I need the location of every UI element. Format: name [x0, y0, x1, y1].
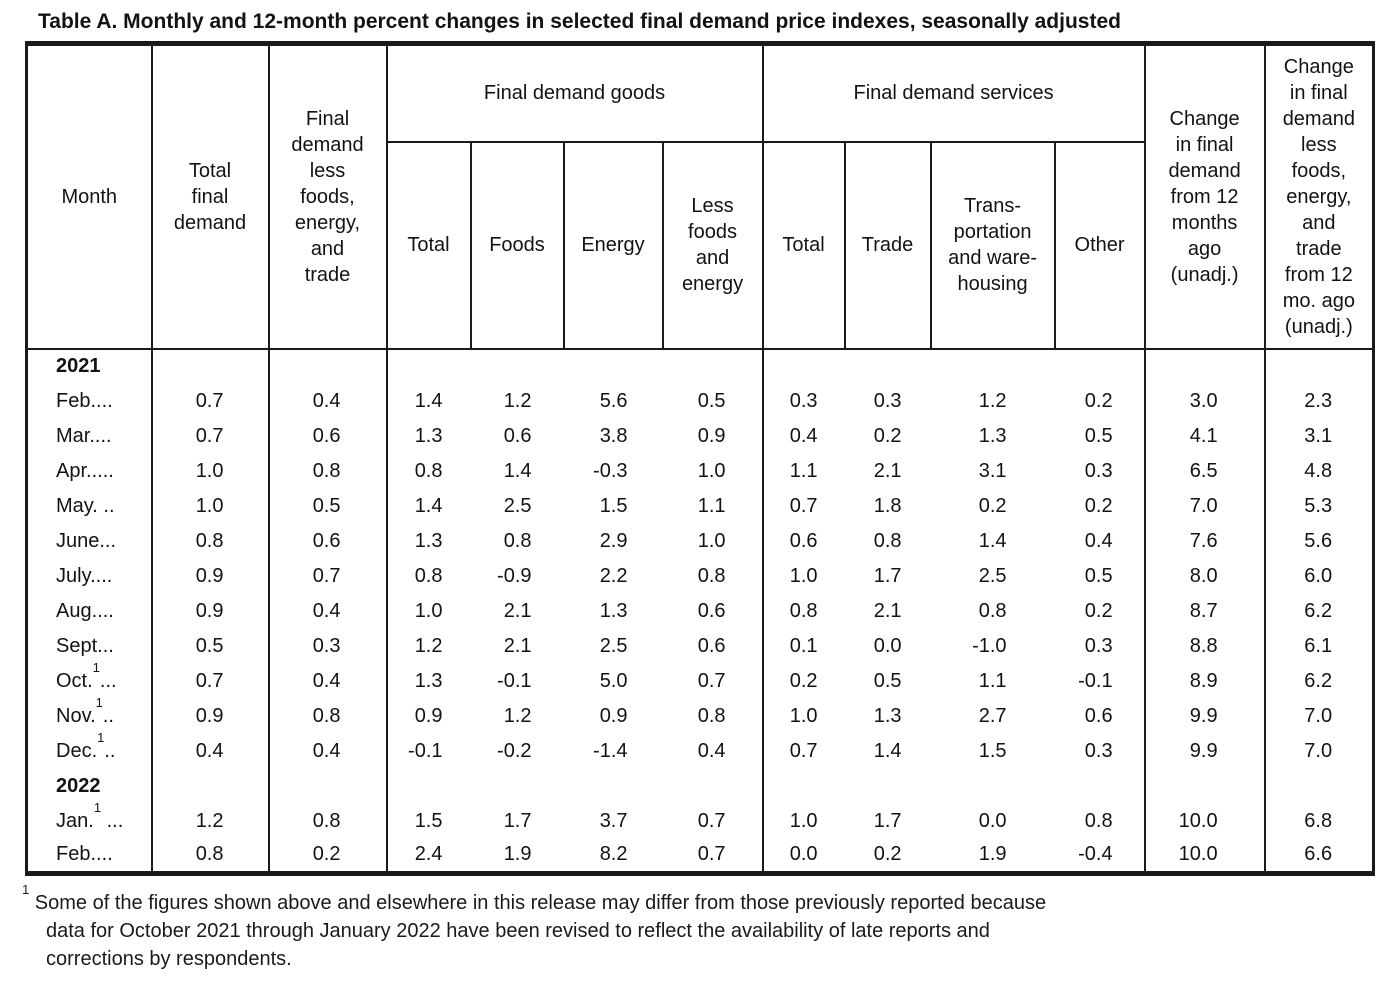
revision-footnote-marker: 1	[92, 659, 100, 675]
value-cell: 6.6	[1304, 843, 1333, 866]
value-cell: 0.9	[414, 704, 443, 727]
value-cell: 0.3	[1055, 629, 1145, 664]
value-cell: 0.2	[873, 424, 902, 447]
value-cell	[663, 769, 763, 804]
value-cell: 1.2	[414, 634, 443, 657]
value-cell: 1.1	[978, 669, 1007, 692]
value-cell	[387, 349, 471, 384]
value-cell: 7.0	[1304, 739, 1333, 762]
value-cell: -1.0	[972, 634, 1007, 657]
month-label-cell	[27, 454, 152, 489]
value-cell: 0.4	[269, 734, 387, 769]
value-cell: 0.7	[152, 384, 269, 419]
value-cell: 1.5	[414, 809, 443, 832]
month-abbrev: Jan.	[56, 809, 94, 832]
value-cell: 1.2	[503, 389, 532, 412]
dot-leader: ...	[101, 809, 124, 832]
value-cell	[471, 769, 564, 804]
value-cell: 1.3	[873, 704, 902, 727]
year-label-cell	[27, 769, 152, 804]
footnote-line: data for October 2021 through January 2022 have been revised to reflect the availability of late reports and	[46, 920, 990, 942]
value-cell: 0.7	[789, 739, 818, 762]
header-change-less-12mo: Change in final demand less foods, energy, and trade from 12 mo. ago (unadj.)	[1265, 44, 1374, 349]
value-cell: 8.7	[1145, 594, 1265, 629]
value-cell: 0.8	[1055, 804, 1145, 839]
footnote-text: Some of the figures shown above and elsewhere in this release may differ from those previously reported because	[34, 892, 1047, 914]
value-cell: -0.1	[1055, 664, 1145, 699]
value-cell: 6.5	[1145, 454, 1265, 489]
value-cell: 8.2	[599, 843, 628, 866]
value-cell	[931, 349, 1055, 384]
dot-leader: ...	[96, 389, 113, 412]
value-cell: 0.7	[152, 664, 269, 699]
year-label-cell	[27, 349, 152, 384]
value-cell: 0.4	[663, 734, 763, 769]
value-cell: 10.0	[1145, 804, 1265, 839]
header-services-group: Final demand services	[763, 44, 1145, 142]
table-body	[27, 349, 1374, 874]
value-cell: 3.8	[599, 424, 628, 447]
value-cell	[152, 769, 269, 804]
value-cell: 1.3	[978, 424, 1007, 447]
value-cell: 0.3	[1055, 734, 1145, 769]
month-row	[27, 419, 1374, 454]
header-services-other: Other	[1055, 142, 1145, 349]
price-index-table	[25, 41, 1375, 876]
value-cell: 10.0	[1145, 839, 1265, 874]
value-cell	[845, 769, 931, 804]
dot-leader: ....	[90, 564, 113, 587]
value-cell: 0.8	[663, 559, 763, 594]
table-header	[27, 44, 1374, 349]
table-title: Table A. Monthly and 12-month percent changes in selected final demand price indexes, seasonally adjusted	[38, 10, 1121, 33]
revision-footnote-marker: 1	[93, 799, 102, 815]
month-abbrev: Sept	[56, 634, 98, 657]
value-cell	[1055, 349, 1145, 384]
value-cell: 0.4	[269, 384, 387, 419]
value-cell: 0.0	[978, 809, 1007, 832]
year-row	[27, 769, 1374, 804]
value-cell: 3.7	[599, 809, 628, 832]
month-label-cell	[27, 489, 152, 524]
value-cell	[564, 769, 663, 804]
value-cell: 0.5	[873, 669, 902, 692]
revision-footnote-marker: 1	[97, 729, 105, 745]
value-cell: 0.8	[269, 804, 387, 839]
value-cell: 2.9	[599, 529, 628, 552]
header-less-foods-energy-trade: Final demand less foods, energy, and trade	[269, 44, 387, 349]
value-cell: -0.1	[408, 739, 443, 762]
value-cell: 1.4	[414, 494, 443, 517]
header-services-trade: Trade	[845, 142, 931, 349]
value-cell: 0.3	[1055, 454, 1145, 489]
value-cell	[663, 349, 763, 384]
value-cell: 0.2	[1055, 489, 1145, 524]
year-label: 2022	[56, 774, 101, 797]
value-cell: 1.0	[789, 564, 818, 587]
value-cell: 1.2	[503, 704, 532, 727]
value-cell: -0.9	[497, 564, 532, 587]
value-cell: 9.9	[1145, 699, 1265, 734]
value-cell: 3.1	[978, 459, 1007, 482]
value-cell: 0.6	[789, 529, 818, 552]
value-cell: -0.1	[497, 669, 532, 692]
value-cell: 5.6	[1304, 529, 1333, 552]
value-cell: 0.5	[152, 629, 269, 664]
value-cell: -1.4	[593, 739, 628, 762]
value-cell: 1.0	[789, 704, 818, 727]
value-cell: 0.2	[1055, 384, 1145, 419]
dot-leader: ...	[97, 634, 114, 657]
revision-footnote-marker: 1	[95, 694, 103, 710]
value-cell: 1.7	[873, 564, 902, 587]
value-cell: 0.1	[789, 634, 818, 657]
value-cell: 0.7	[663, 804, 763, 839]
year-label: 2021	[56, 355, 101, 377]
value-cell	[1265, 769, 1374, 804]
header-services-total: Total	[763, 142, 845, 349]
month-row	[27, 629, 1374, 664]
month-abbrev: Oct.	[56, 669, 93, 692]
value-cell: 0.8	[269, 699, 387, 734]
value-cell: 6.0	[1304, 564, 1333, 587]
value-cell	[1145, 349, 1265, 384]
value-cell: 0.2	[269, 839, 387, 874]
value-cell: 9.9	[1145, 734, 1265, 769]
value-cell: 1.3	[599, 599, 628, 622]
value-cell	[564, 349, 663, 384]
month-abbrev: July	[56, 564, 91, 587]
value-cell	[152, 349, 269, 384]
value-cell: 2.1	[873, 459, 902, 482]
value-cell: 0.4	[789, 424, 818, 447]
value-cell: 0.3	[873, 389, 902, 412]
value-cell: 0.9	[152, 559, 269, 594]
month-row	[27, 734, 1374, 769]
value-cell: 1.0	[152, 489, 269, 524]
month-row	[27, 664, 1374, 699]
month-row	[27, 594, 1374, 629]
header-goods-foods: Foods	[471, 142, 564, 349]
value-cell: 1.0	[152, 454, 269, 489]
value-cell: 1.4	[503, 459, 532, 482]
value-cell: 7.0	[1145, 489, 1265, 524]
month-abbrev: May.	[56, 494, 98, 517]
value-cell: 1.3	[414, 669, 443, 692]
header-goods-less-foods-energy: Less foods and energy	[663, 142, 763, 349]
value-cell: 0.8	[414, 459, 443, 482]
value-cell	[387, 769, 471, 804]
document-page	[0, 10, 1392, 990]
value-cell: 7.0	[1304, 704, 1333, 727]
value-cell	[471, 349, 564, 384]
header-group-row	[27, 44, 1374, 142]
value-cell: 0.7	[663, 839, 763, 874]
value-cell: 0.4	[269, 664, 387, 699]
value-cell: 0.5	[1055, 419, 1145, 454]
value-cell: 1.4	[873, 739, 902, 762]
value-cell: 0.2	[978, 494, 1007, 517]
value-cell: 2.3	[1304, 389, 1333, 412]
value-cell: 0.8	[414, 564, 443, 587]
value-cell: 0.9	[663, 419, 763, 454]
month-label-cell	[27, 594, 152, 629]
value-cell: 0.0	[789, 843, 818, 866]
value-cell: 3.0	[1145, 384, 1265, 419]
value-cell: 4.1	[1145, 419, 1265, 454]
month-abbrev: June	[56, 529, 100, 552]
header-total-final-demand: Total final demand	[152, 44, 269, 349]
month-label-cell	[27, 559, 152, 594]
value-cell	[269, 769, 387, 804]
value-cell: 0.7	[663, 664, 763, 699]
value-cell: 2.5	[978, 564, 1007, 587]
value-cell: 0.4	[269, 594, 387, 629]
value-cell: 0.8	[663, 699, 763, 734]
value-cell: 1.8	[873, 494, 902, 517]
value-cell: -0.3	[593, 459, 628, 482]
month-row	[27, 524, 1374, 559]
dot-leader: ...	[99, 529, 117, 552]
dot-leader: ...	[97, 599, 114, 622]
header-services-transportation: Trans- portation and ware- housing	[931, 142, 1055, 349]
value-cell	[1265, 349, 1374, 384]
value-cell	[1145, 769, 1265, 804]
value-cell: 5.0	[599, 669, 628, 692]
month-abbrev: Feb.	[56, 389, 97, 412]
month-label-cell	[27, 839, 152, 874]
dot-leader: ..	[97, 494, 115, 517]
value-cell: 0.6	[269, 524, 387, 559]
value-cell: 6.1	[1304, 634, 1333, 657]
value-cell: 0.6	[503, 424, 532, 447]
value-cell: 2.5	[599, 634, 628, 657]
month-row	[27, 454, 1374, 489]
value-cell: 0.6	[663, 594, 763, 629]
header-goods-group: Final demand goods	[387, 44, 763, 142]
value-cell: 1.7	[503, 809, 532, 832]
dot-leader: ....	[91, 459, 114, 482]
value-cell: 7.6	[1145, 524, 1265, 559]
month-label-cell	[27, 659, 152, 699]
value-cell: 0.7	[269, 559, 387, 594]
value-cell: 0.5	[663, 384, 763, 419]
value-cell: 1.4	[978, 529, 1007, 552]
value-cell: 2.1	[873, 599, 902, 622]
value-cell: 2.7	[978, 704, 1007, 727]
header-goods-total: Total	[387, 142, 471, 349]
value-cell: 1.4	[414, 389, 443, 412]
value-cell: 1.0	[663, 454, 763, 489]
month-row	[27, 559, 1374, 594]
value-cell: 2.1	[503, 599, 532, 622]
value-cell: 0.8	[873, 529, 902, 552]
value-cell: 1.3	[414, 424, 443, 447]
value-cell	[845, 349, 931, 384]
month-label-cell	[27, 799, 152, 839]
value-cell	[763, 349, 845, 384]
value-cell: 0.9	[152, 699, 269, 734]
value-cell: 1.0	[663, 524, 763, 559]
value-cell: -0.4	[1055, 839, 1145, 874]
footnote-line	[22, 882, 1392, 917]
value-cell: 0.2	[873, 843, 902, 866]
value-cell: 2.1	[503, 634, 532, 657]
value-cell: 1.5	[599, 494, 628, 517]
month-row	[27, 699, 1374, 734]
value-cell: 8.0	[1145, 559, 1265, 594]
value-cell: 0.2	[1055, 594, 1145, 629]
value-cell: 5.6	[599, 389, 628, 412]
header-change-12mo: Change in final demand from 12 months ago (unadj.)	[1145, 44, 1265, 349]
month-label-cell	[27, 419, 152, 454]
value-cell: 0.9	[599, 704, 628, 727]
month-label-cell	[27, 629, 152, 664]
dot-leader: ..	[104, 739, 116, 762]
value-cell: 0.3	[789, 389, 818, 412]
value-cell: 6.2	[1304, 669, 1333, 692]
value-cell: 0.6	[269, 419, 387, 454]
month-label-cell	[27, 729, 152, 769]
value-cell: 5.3	[1304, 494, 1333, 517]
footnote-line: corrections by respondents.	[46, 948, 292, 970]
dot-leader: ...	[94, 424, 112, 447]
month-abbrev: Dec.	[56, 739, 98, 762]
footnote-marker: 1	[22, 882, 30, 898]
value-cell: 2.4	[414, 843, 443, 866]
value-cell: 0.8	[269, 454, 387, 489]
value-cell: 1.7	[873, 809, 902, 832]
value-cell: 0.9	[152, 594, 269, 629]
value-cell	[269, 349, 387, 384]
dot-leader: ...	[99, 669, 117, 692]
value-cell: 1.5	[978, 739, 1007, 762]
value-cell: 1.3	[414, 529, 443, 552]
value-cell: 0.6	[1055, 699, 1145, 734]
value-cell: 0.0	[873, 634, 902, 657]
value-cell: 2.5	[503, 494, 532, 517]
value-cell: 6.2	[1304, 599, 1333, 622]
value-cell: 0.8	[978, 599, 1007, 622]
value-cell: 0.8	[789, 599, 818, 622]
value-cell	[1055, 769, 1145, 804]
month-abbrev: Aug.	[56, 599, 98, 622]
value-cell: 1.0	[789, 809, 818, 832]
value-cell: 1.1	[663, 489, 763, 524]
value-cell: 2.2	[599, 564, 628, 587]
month-abbrev: Nov.	[56, 704, 96, 727]
value-cell: 0.5	[1055, 559, 1145, 594]
month-label-cell	[27, 694, 152, 734]
value-cell: 0.8	[152, 524, 269, 559]
value-cell: 8.9	[1145, 664, 1265, 699]
value-cell: 0.8	[503, 529, 532, 552]
value-cell	[931, 769, 1055, 804]
month-row	[27, 489, 1374, 524]
value-cell: 0.6	[663, 629, 763, 664]
header-goods-energy: Energy	[564, 142, 663, 349]
value-cell: 0.4	[152, 734, 269, 769]
value-cell: 1.2	[978, 389, 1007, 412]
month-row	[27, 804, 1374, 839]
value-cell: -0.2	[497, 739, 532, 762]
value-cell: 3.1	[1304, 424, 1333, 447]
value-cell: 6.8	[1304, 809, 1333, 832]
month-label-cell	[27, 524, 152, 559]
value-cell: 8.8	[1145, 629, 1265, 664]
month-abbrev: Apr.	[56, 459, 92, 482]
month-label-cell	[27, 384, 152, 419]
value-cell: 0.7	[152, 419, 269, 454]
dot-leader: ...	[96, 843, 113, 866]
month-abbrev: Mar.	[56, 424, 95, 447]
value-cell: 1.2	[152, 804, 269, 839]
value-cell: 1.9	[978, 843, 1007, 866]
value-cell: 1.1	[789, 459, 818, 482]
month-row	[27, 839, 1374, 874]
value-cell: 0.5	[269, 489, 387, 524]
header-month: Month	[27, 44, 152, 349]
value-cell: 0.2	[789, 669, 818, 692]
value-cell: 1.9	[503, 843, 532, 866]
value-cell: 4.8	[1304, 459, 1333, 482]
value-cell: 0.4	[1055, 524, 1145, 559]
value-cell: 1.0	[414, 599, 443, 622]
value-cell: 0.3	[269, 629, 387, 664]
month-abbrev: Feb.	[56, 843, 97, 866]
dot-leader: ..	[102, 704, 114, 727]
month-row	[27, 384, 1374, 419]
value-cell: 0.7	[789, 494, 818, 517]
value-cell	[763, 769, 845, 804]
value-cell: 0.8	[152, 839, 269, 874]
year-row	[27, 349, 1374, 384]
footnote	[22, 882, 1392, 973]
